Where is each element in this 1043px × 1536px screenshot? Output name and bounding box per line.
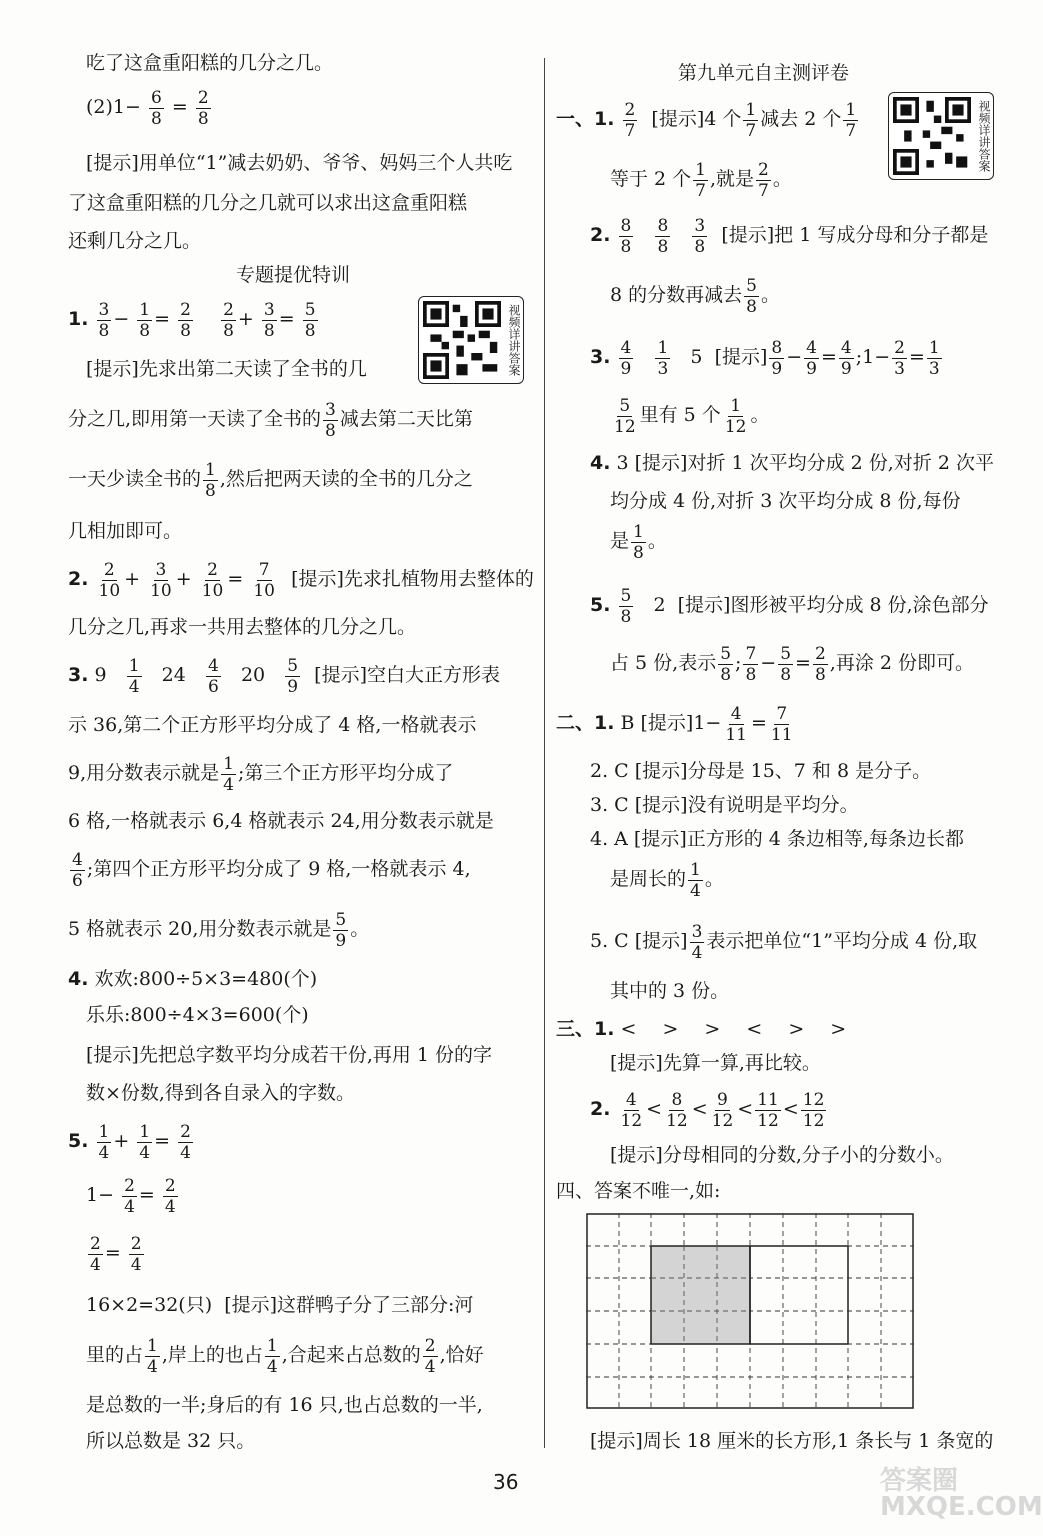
text-line: 3. C [提示]没有说明是平均分。 (590, 794, 859, 816)
hint-line: 是 $\frac{1}{8}$ 。 (610, 521, 667, 563)
text-line: 还剩几分之几。 (68, 230, 202, 252)
text-line: 吃了这盒重阳糕的几分之几。 (86, 52, 334, 74)
hint-line: $\frac{4}{6}$ ;第四个正方形平均分成了 9 格,一格就表示 4, (72, 849, 471, 891)
hint-line: [提示]用单位“1”减去奶奶、爷爷、妈妈三个人共吃 (86, 152, 513, 174)
hint-line: 数×份数,得到各自录入的字数。 (86, 1082, 355, 1104)
fraction: $\frac{2}{8}$ (197, 87, 209, 129)
r2-line: 2. $\frac{8}{8}$ $\frac{8}{8}$ $\frac{3}{8}$ [提示]把 1 写成分母和分子都是 (590, 215, 989, 257)
text-line: 2. C [提示]分母是 15、7 和 8 是分子。 (590, 760, 932, 782)
text-line: 其中的 3 份。 (610, 980, 730, 1002)
hint-line: 分之几,即用第一天读了全书的 $\frac{3}{8}$ 减去第二天比第 (68, 399, 473, 441)
qr-code[interactable] (888, 92, 994, 180)
equation-line: 1− $\frac{2}{4}$ = $\frac{2}{4}$ (86, 1175, 176, 1217)
s4-line: 四、答案不唯一,如: (556, 1180, 721, 1202)
empty-rectangle (750, 1246, 848, 1344)
r1-line: 一、1. $\frac{2}{7}$ [提示]4 个 $\frac{1}{7}$ 减去 2 个 $\frac{1}{7}$ (556, 99, 857, 141)
qr-code-icon (423, 301, 501, 379)
hint-line: [提示]先把总字数平均分成若干份,再用 1 份的字 (86, 1044, 493, 1066)
grid-figure (586, 1213, 914, 1409)
hint-line: [提示]周长 18 厘米的长方形,1 条长与 1 条宽的 (590, 1430, 994, 1452)
qr-code-icon (893, 97, 971, 175)
column-divider (544, 58, 545, 1448)
hint-line: [提示]先算一算,再比较。 (610, 1052, 821, 1074)
page-number: 36 (493, 1470, 519, 1494)
watermark: 答案圈 MXQE.COM (880, 1466, 1043, 1522)
hint-line: 一天少读全书的 $\frac{1}{8}$ ,然后把两天读的全书的几分之 (68, 459, 473, 501)
equation-line: (2)1− $\frac{6}{8}$ = $\frac{2}{8}$ (86, 87, 209, 129)
hint-line: $\frac{5}{12}$ 里有 5 个 $\frac{1}{12}$ 。 (614, 395, 770, 437)
hint-line: [提示]分母相同的分数,分子小的分数小。 (610, 1144, 954, 1166)
hint-line: 6 格,一格就表示 6,4 格就表示 24,用分数表示就是 (68, 810, 494, 832)
qr-label: 视频详讲答案 (977, 100, 991, 172)
s3-line: 三、1. < > > < > > (556, 1018, 857, 1040)
hint-line: 5 格就表示 20,用分数表示就是 $\frac{5}{9}$ 。 (68, 909, 370, 951)
qr-label: 视频详讲答案 (507, 304, 521, 376)
equation-line: $\frac{2}{4}$ = $\frac{2}{4}$ (90, 1233, 142, 1275)
hint-line: 是总数的一半;身后的有 16 只,也占总数的一半, (86, 1394, 483, 1416)
hint-line: 几相加即可。 (68, 520, 183, 542)
hint-line: 占 5 份,表示 $\frac{5}{8}$ ; $\frac{7}{8}$ − $\frac{5}{8}$ = $\frac{2}{8}$ ,再涂 2 份即可。 (610, 643, 974, 685)
r32-line: 2. $\frac{4}{12}$ < $\frac{8}{12}$ < $\frac{9}{12}$ < $\frac{11}{12}$ < $\frac{12}{12}$ (590, 1089, 825, 1131)
text-line: 等于 2 个 $\frac{1}{7}$ ,就是 $\frac{2}{7}$ 。 (610, 159, 792, 201)
hint-line: 里的占 $\frac{1}{4}$ ,岸上的也占 $\frac{1}{4}$ ,合起来占总数的 $\frac{2}{4}$ ,恰好 (86, 1335, 484, 1377)
text-line: 4. A [提示]正方形的 4 条边相等,每条边长都 (590, 828, 964, 850)
r4-line: 4. 3 [提示]对折 1 次平均分成 2 份,对折 2 次平 (590, 452, 994, 474)
q2-line: 2. $\frac{2}{10}$ + $\frac{3}{10}$ + $\frac{2}{10}$ = $\frac{7}{10}$ [提示]先求扎植物用去整体的 (68, 559, 534, 601)
shaded-rectangle (651, 1246, 750, 1344)
section-title: 专题提优特训 (236, 264, 351, 286)
qr-code[interactable] (418, 296, 524, 384)
section-title: 第九单元自主测评卷 (678, 62, 850, 84)
r3-line: 3. $\frac{4}{9}$ $\frac{1}{3}$ 5 [提示] $\frac{8}{9}$ − $\frac{4}{9}$ = $\frac{4}{9}$ ;1− $\frac{2}{3}$ = $\frac{1}{3}$ (590, 337, 940, 379)
q5-line: 5. $\frac{1}{4}$ + $\frac{1}{4}$ = $\frac{2}{4}$ (68, 1121, 191, 1163)
s2-line: 二、1. B [提示]1− $\frac{4}{11}$ = $\frac{7}{11}$ (556, 703, 793, 745)
q3-line: 3. 9 $\frac{1}{4}$ 24 $\frac{4}{6}$ 20 $\frac{5}{9}$ [提示]空白大正方形表 (68, 655, 500, 697)
text-line: 是周长的 $\frac{1}{4}$ 。 (610, 859, 724, 901)
fraction: $\frac{6}{8}$ (150, 87, 162, 129)
hint-line: 示 36,第二个正方形平均分成了 4 格,一格就表示 (68, 714, 477, 736)
r5-line: 5. $\frac{5}{8}$ 2 [提示]图形被平均分成 8 份,涂色部分 (590, 585, 989, 627)
hint-line: [提示]先求出第二天读了全书的几 (86, 358, 367, 380)
hint-line: 均分成 4 份,对折 3 次平均分成 8 份,每份 (610, 490, 961, 512)
q1-equation: 1. $\frac{3}{8}$ − $\frac{1}{8}$ = $\frac{2}{8}$ $\frac{2}{8}$ + $\frac{3}{8}$ = $\frac{5}{8}$ (68, 299, 316, 341)
text-line: 16×2=32(只) [提示]这群鸭子分了三部分:河 (86, 1294, 474, 1316)
text-line: 5. C [提示] $\frac{3}{4}$ 表示把单位“1”平均分成 4 份,取 (590, 921, 978, 963)
text-line: 了这盒重阳糕的几分之几就可以求出这盒重阳糕 (68, 192, 468, 214)
q4-line: 4. 欢欢:800÷5×3=480(个) (68, 968, 318, 990)
hint-line: 8 的分数再减去 $\frac{5}{8}$ 。 (610, 275, 780, 317)
hint-line: 几分之几,再求一共用去整体的几分之几。 (68, 616, 417, 638)
hint-line: 9,用分数表示就是 $\frac{1}{4}$ ;第三个正方形平均分成了 (68, 753, 454, 795)
text-line: 乐乐:800÷4×3=600(个) (86, 1004, 309, 1026)
hint-line: 所以总数是 32 只。 (86, 1430, 256, 1452)
